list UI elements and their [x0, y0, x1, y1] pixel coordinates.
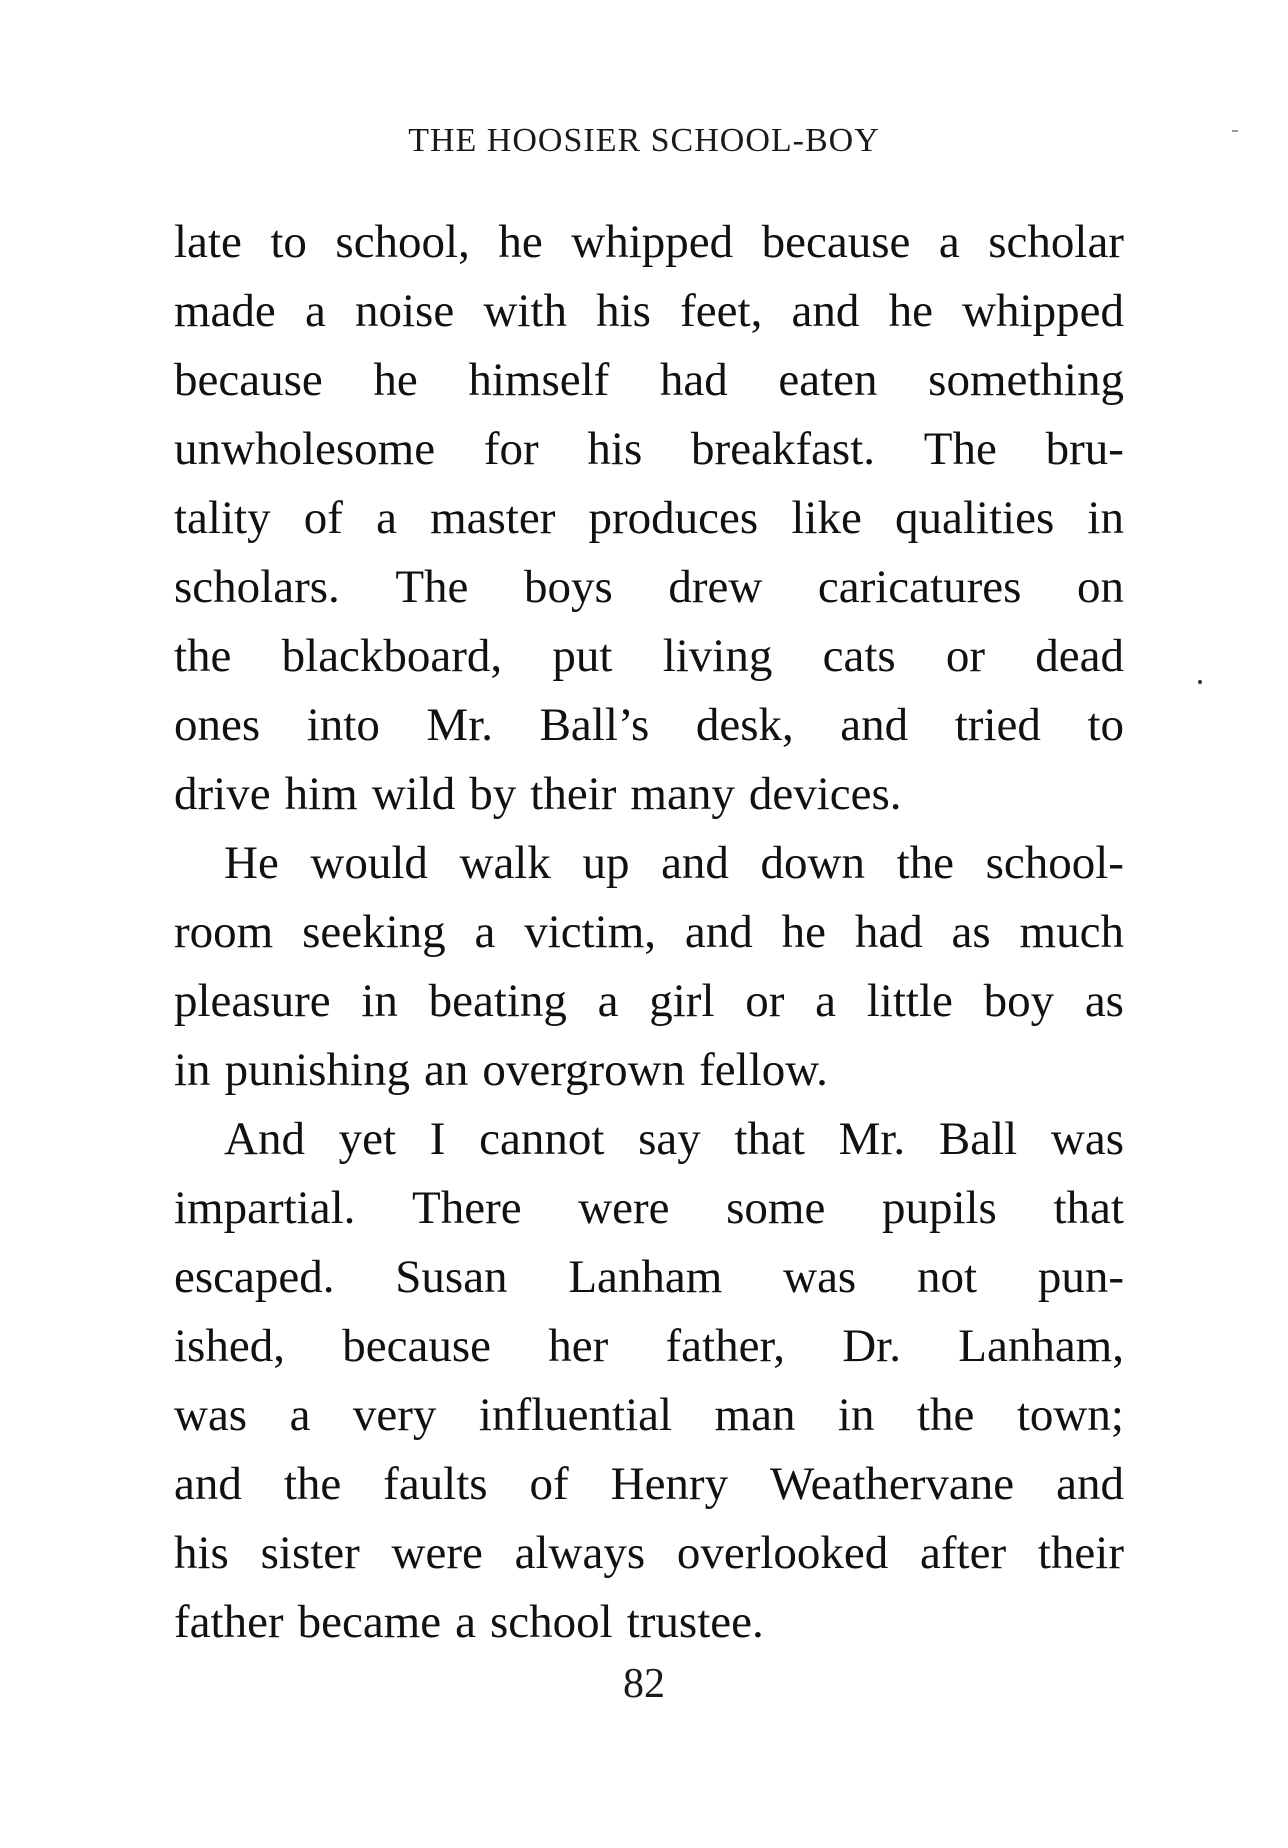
text-line: drive him wild by their many devices.	[174, 768, 902, 820]
text-line: pleasure in beating a girl or a little boy as	[174, 975, 1124, 1027]
print-speck	[1198, 680, 1202, 684]
text-line: scholars. The boys drew caricatures on	[174, 561, 1124, 613]
paragraph	[174, 829, 1124, 1105]
text-line: late to school, he whipped because a scholar	[174, 216, 1124, 268]
text-line: tality of a master produces like qualities in	[174, 492, 1124, 544]
text-line: in punishing an overgrown fellow.	[174, 1044, 828, 1096]
text-line: because he himself had eaten something	[174, 354, 1124, 406]
text-line: father became a school trustee.	[174, 1596, 764, 1648]
paragraph	[174, 1105, 1124, 1657]
text-line: He would walk up and down the school-	[224, 837, 1124, 889]
page-number: 82	[623, 1661, 665, 1707]
running-head: THE HOOSIER SCHOOL-BOY	[408, 122, 880, 159]
print-speck	[1232, 130, 1238, 132]
paragraph	[174, 208, 1124, 829]
text-line: his sister were always overlooked after their	[174, 1527, 1124, 1579]
text-line: unwholesome for his breakfast. The bru-	[174, 423, 1124, 475]
text-line: room seeking a victim, and he had as much	[174, 906, 1124, 958]
text-line: escaped. Susan Lanham was not pun-	[174, 1251, 1124, 1303]
text-line: And yet I cannot say that Mr. Ball was	[224, 1113, 1124, 1165]
text-line: ished, because her father, Dr. Lanham,	[174, 1320, 1124, 1372]
body-text	[174, 208, 1124, 1657]
text-line: impartial. There were some pupils that	[174, 1182, 1124, 1234]
text-line: made a noise with his feet, and he whipped	[174, 285, 1124, 337]
text-line: and the faults of Henry Weathervane and	[174, 1458, 1124, 1510]
text-line: was a very influential man in the town;	[174, 1389, 1124, 1441]
text-line: ones into Mr. Ball’s desk, and tried to	[174, 699, 1124, 751]
text-line: the blackboard, put living cats or dead	[174, 630, 1124, 682]
